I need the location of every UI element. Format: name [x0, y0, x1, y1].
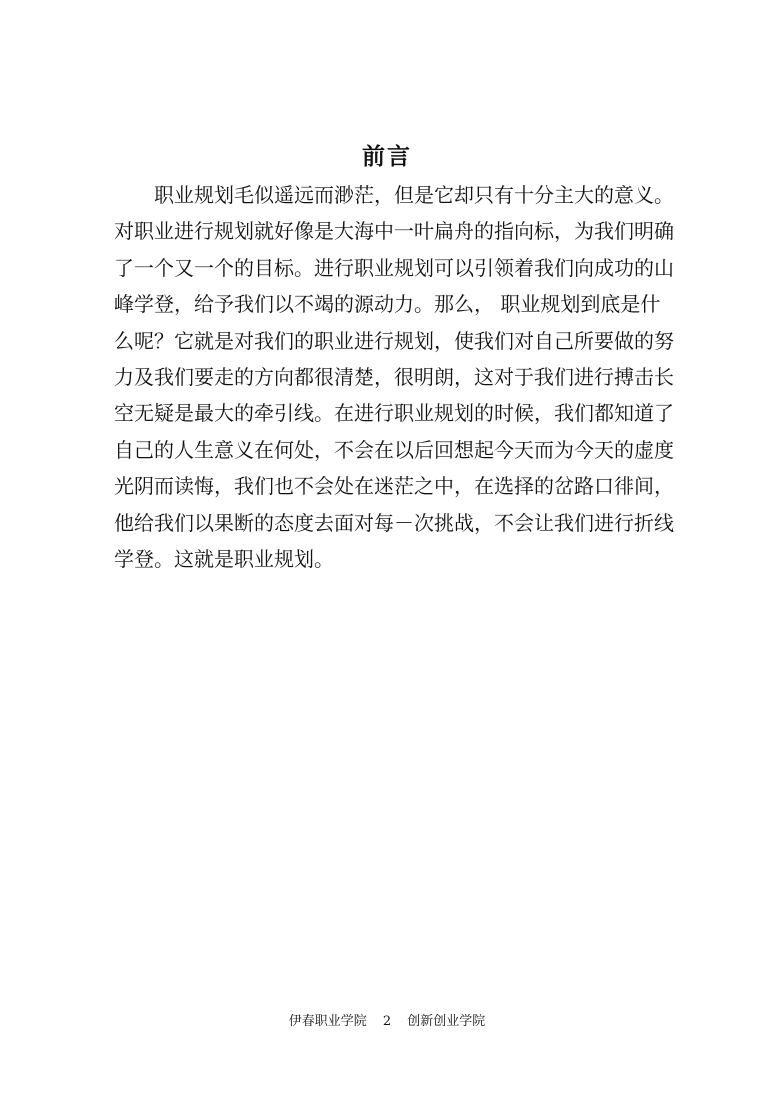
paragraph-line: 职业规划毛似遥远而渺茫，但是它却只有十分主大的意义。: [154, 183, 674, 207]
footer-college-name: 伊春职业学院: [288, 1014, 367, 1029]
paragraph-line: 自己的人生意义在何处，不会在以后回想起今天而为今天的虚度: [114, 437, 674, 462]
paragraph-line: 光阴而读悔，我们也不会处在迷茫之中，在选择的岔路口徘间，: [114, 474, 674, 499]
paragraph-line: 么呢？它就是对我们的职业进行规划，使我们对自己所要做的努: [114, 328, 674, 353]
paragraph-line: 他给我们以果断的态度去面对每－次挑战，不会让我们进行折线: [114, 510, 674, 535]
paragraph-line: 峰学登，给予我们以不竭的源动力。那么， 职业规划到底是什: [114, 292, 661, 317]
paragraph-line: 学登。这就是职业规划。: [114, 546, 334, 571]
footer-page-number: 2: [382, 1014, 392, 1029]
paragraph-line: 空无疑是最大的牵引线。在进行职业规划的时候，我们都知道了: [114, 401, 674, 426]
paragraph-line: 了一个又一个的目标。进行职业规划可以引领着我们向成功的山: [114, 255, 674, 280]
paragraph-line: 对职业进行规划就好像是大海中一叶扁舟的指向标，为我们明确: [114, 219, 674, 244]
page-title: 前言: [362, 143, 412, 170]
footer-department-name: 创新创业学院: [407, 1014, 486, 1029]
page-footer: [0, 1013, 774, 1031]
body-paragraph: [114, 177, 674, 577]
paragraph-line: 力及我们要走的方向都很清楚，很明朗，这对于我们进行搏击长: [114, 364, 674, 389]
